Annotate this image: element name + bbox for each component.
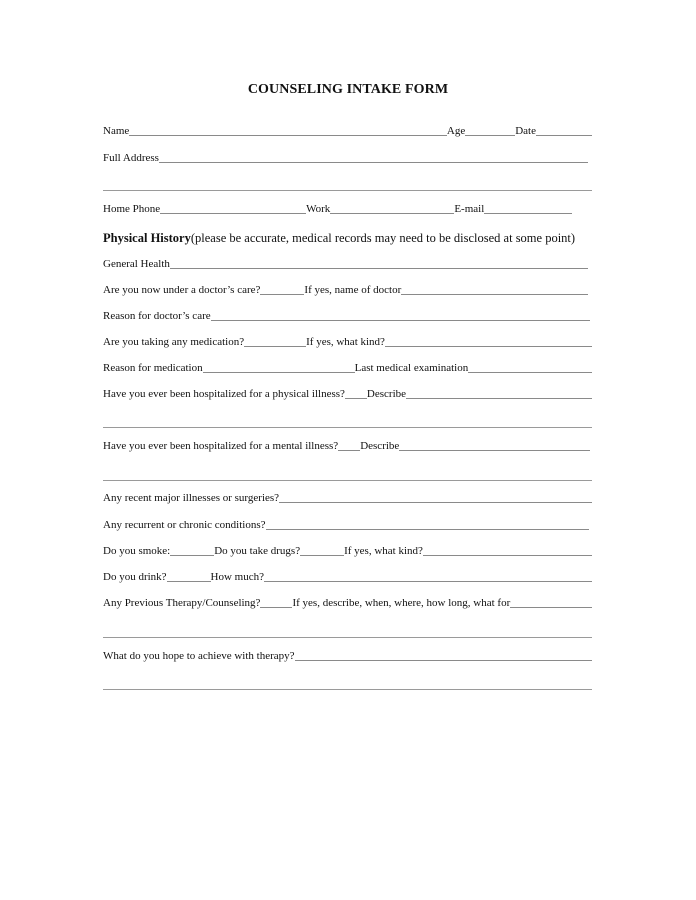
address-line-2[interactable] bbox=[103, 190, 592, 191]
row-hosp-mental bbox=[103, 437, 590, 453]
name-label: Name bbox=[103, 125, 130, 137]
date-label: Date bbox=[515, 125, 536, 137]
row-phone bbox=[103, 200, 572, 216]
prev-therapy-describe-field[interactable] bbox=[510, 606, 592, 608]
hosp-physical-label: Have you ever been hospitalized for a physical illness? bbox=[103, 388, 345, 400]
drugs-kind-field[interactable] bbox=[423, 554, 592, 556]
row-reason-medication bbox=[103, 359, 592, 375]
general-health-label: General Health bbox=[103, 258, 170, 270]
age-label: Age bbox=[446, 125, 466, 137]
hosp-mental-label: Have you ever been hospitalized for a mental illness? bbox=[103, 440, 339, 452]
work-phone-field[interactable] bbox=[330, 212, 454, 214]
prev-therapy-line-2[interactable] bbox=[103, 637, 592, 638]
describe-physical-field[interactable] bbox=[406, 397, 592, 399]
smoke-label: Do you smoke: bbox=[103, 545, 171, 557]
row-prev-therapy bbox=[103, 594, 592, 610]
describe-mental-field[interactable] bbox=[399, 449, 590, 451]
doctor-name-label: If yes, name of doctor bbox=[304, 284, 402, 296]
doctor-care-field[interactable] bbox=[260, 293, 304, 295]
recent-illness-label: Any recent major illnesses or surgeries? bbox=[103, 492, 280, 504]
hope-line-2[interactable] bbox=[103, 689, 592, 690]
reason-doctor-label: Reason for doctor’s care bbox=[103, 310, 211, 322]
row-doctor-care bbox=[103, 281, 588, 297]
prev-therapy-describe-label: If yes, describe, when, where, how long, what for bbox=[292, 597, 511, 609]
row-general-health bbox=[103, 255, 588, 271]
reason-doctor-field[interactable] bbox=[211, 319, 590, 321]
section-note: (please be accurate, medical records may need to be disclosed at some point) bbox=[190, 231, 576, 245]
how-much-field[interactable] bbox=[264, 580, 592, 582]
home-phone-label: Home Phone bbox=[103, 203, 161, 215]
chronic-field[interactable] bbox=[266, 528, 590, 530]
row-drink bbox=[103, 568, 592, 584]
age-field[interactable] bbox=[465, 134, 515, 136]
row-reason-doctor bbox=[103, 307, 590, 323]
chronic-label: Any recurrent or chronic conditions? bbox=[103, 519, 266, 531]
prev-therapy-label: Any Previous Therapy/Counseling? bbox=[103, 597, 261, 609]
hosp-physical-line-2[interactable] bbox=[103, 427, 592, 428]
name-field[interactable] bbox=[129, 134, 447, 136]
drugs-label: Do you take drugs? bbox=[214, 545, 301, 557]
row-name bbox=[103, 122, 592, 138]
row-recent-illness bbox=[103, 489, 592, 505]
row-chronic bbox=[103, 516, 589, 532]
date-field[interactable] bbox=[536, 134, 592, 136]
hosp-mental-line-2[interactable] bbox=[103, 480, 592, 481]
drugs-field[interactable] bbox=[300, 554, 344, 556]
describe-physical-label: Describe bbox=[366, 388, 407, 400]
last-exam-label: Last medical examination bbox=[354, 362, 469, 374]
row-address bbox=[103, 149, 588, 165]
hope-label: What do you hope to achieve with therapy? bbox=[103, 650, 295, 662]
hope-field[interactable] bbox=[295, 659, 592, 661]
prev-therapy-field[interactable] bbox=[260, 606, 292, 608]
medication-kind-label: If yes, what kind? bbox=[306, 336, 385, 348]
hosp-mental-field[interactable] bbox=[338, 449, 360, 451]
form-title: COUNSELING INTAKE FORM bbox=[247, 82, 449, 97]
general-health-field[interactable] bbox=[170, 267, 588, 269]
hosp-physical-field[interactable] bbox=[345, 397, 367, 399]
row-hope bbox=[103, 647, 592, 663]
doctor-name-field[interactable] bbox=[401, 293, 588, 295]
medication-field[interactable] bbox=[244, 345, 306, 347]
how-much-label: How much? bbox=[210, 571, 265, 583]
full-address-label: Full Address bbox=[103, 152, 159, 164]
recent-illness-field[interactable] bbox=[279, 501, 592, 503]
reason-medication-label: Reason for medication bbox=[103, 362, 203, 374]
doctor-care-label: Are you now under a doctor’s care? bbox=[103, 284, 261, 296]
smoke-field[interactable] bbox=[170, 554, 214, 556]
email-field[interactable] bbox=[484, 212, 572, 214]
work-label: Work bbox=[306, 203, 331, 215]
drink-label: Do you drink? bbox=[103, 571, 167, 583]
drugs-kind-label: If yes, what kind? bbox=[344, 545, 423, 557]
drink-field[interactable] bbox=[167, 580, 211, 582]
medication-label: Are you taking any medication? bbox=[103, 336, 245, 348]
row-hosp-physical bbox=[103, 385, 592, 401]
full-address-field[interactable] bbox=[159, 161, 588, 163]
describe-mental-label: Describe bbox=[360, 440, 400, 452]
home-phone-field[interactable] bbox=[160, 212, 306, 214]
reason-medication-field[interactable] bbox=[203, 371, 355, 373]
physical-history-heading bbox=[103, 229, 592, 245]
section-title: Physical History bbox=[103, 231, 191, 245]
row-smoke-drugs bbox=[103, 542, 592, 558]
last-exam-field[interactable] bbox=[468, 371, 592, 373]
row-medication bbox=[103, 333, 592, 349]
medication-kind-field[interactable] bbox=[385, 345, 592, 347]
email-label: E-mail bbox=[454, 203, 485, 215]
